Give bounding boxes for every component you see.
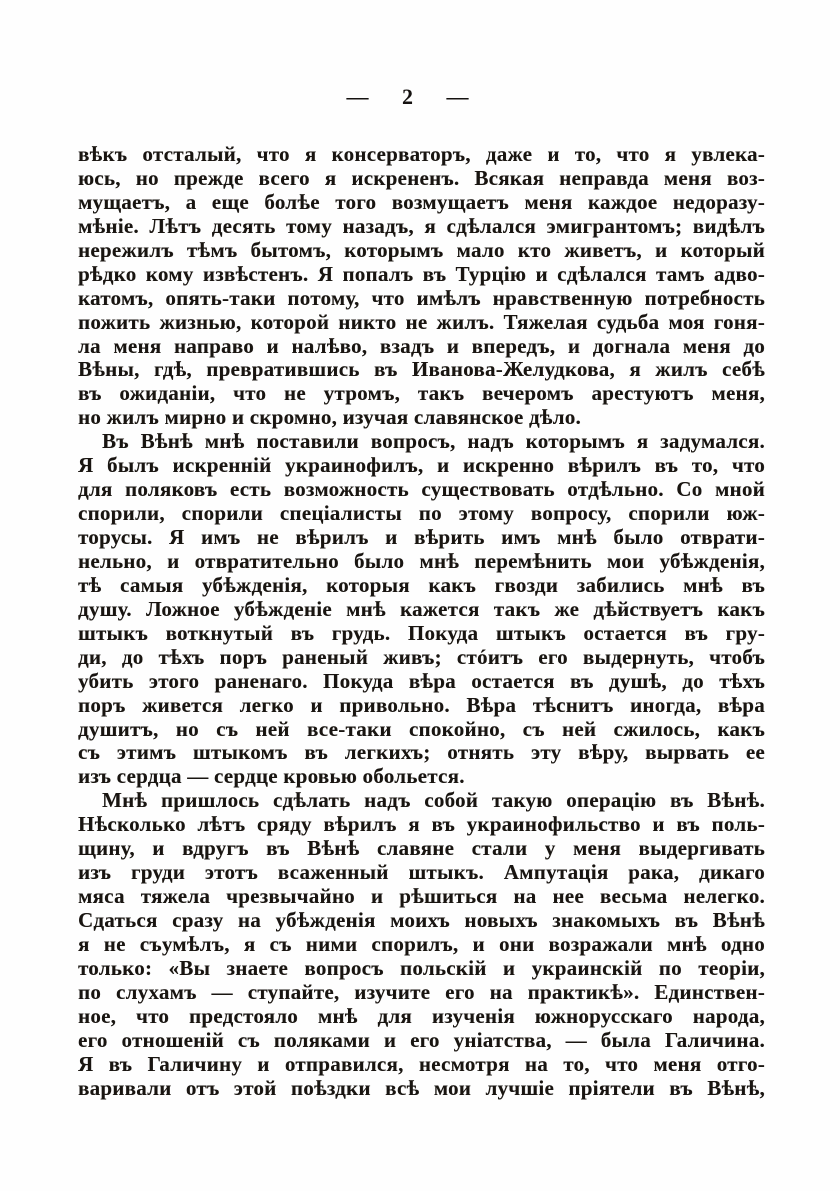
text-line: катомъ, опять-таки потому, что имѣлъ нравственную потребность	[78, 285, 765, 310]
text-line: варивали отъ этой поѣздки всѣ мои лучшіе пріятели въ Вѣнѣ,	[78, 1075, 765, 1100]
text-line: штыкъ воткнутый въ грудь. Покуда штыкъ остается въ гру-	[78, 620, 765, 645]
text-line: душитъ, но съ ней все-таки спокойно, съ ней сжилось, какъ	[78, 716, 765, 741]
text-line: ла меня направо и налѣво, взадъ и впередъ, и догнала меня до	[78, 333, 765, 358]
text-line: мущаетъ, а еще болѣе того возмущаетъ меня каждое недоразу-	[78, 189, 765, 214]
text-line: его отношеній съ поляками и его уніатства, — была Галичина.	[78, 1027, 765, 1052]
text-line: тѣ самыя убѣжденія, которыя какъ гвозди забились мнѣ въ	[78, 572, 765, 597]
text-column	[78, 143, 765, 1101]
text-line: изъ груди этотъ всаженный штыкъ. Ампутація рака, дикаго	[78, 860, 765, 885]
text-line: убить этого раненаго. Покуда вѣра остается въ душѣ, до тѣхъ	[78, 668, 765, 693]
paragraph	[78, 143, 765, 430]
paragraph	[78, 430, 765, 789]
text-line: ди, до тѣхъ поръ раненый живъ; стóитъ его выдернуть, чтобъ	[78, 644, 765, 669]
text-line: для поляковъ есть возможность существовать отдѣльно. Со мной	[78, 477, 765, 502]
text-line: но жилъ мирно и скромно, изучая славянское дѣло.	[78, 405, 581, 430]
text-line: Я былъ искренній украинофилъ, и искренно вѣрилъ въ то, что	[78, 453, 765, 478]
text-line: по слухамъ — ступайте, изучите его на практикѣ». Единствен-	[78, 979, 765, 1004]
text-line: нережилъ тѣмъ бытомъ, которымъ мало кто живетъ, и который	[78, 237, 765, 262]
text-line: изъ сердца — сердце кровью обольется.	[78, 764, 465, 789]
text-line: Вѣны, гдѣ, превратившись въ Иванова-Желудкова, я жилъ себѣ	[78, 357, 765, 382]
paragraph	[78, 789, 765, 1100]
text-line: мяса тяжела чрезвычайно и рѣшиться на нее весьма нелегко.	[78, 884, 765, 909]
text-line: Я въ Галичину и отправился, несмотря на то, что меня отго-	[78, 1051, 765, 1076]
text-line: поръ живется легко и привольно. Вѣра тѣснитъ иногда, вѣра	[78, 692, 765, 717]
text-line: въ ожиданіи, что не утромъ, такъ вечеромъ арестуютъ меня,	[78, 381, 765, 406]
text-line: съ этимъ штыкомъ въ легкихъ; отнять эту вѣру, вырвать ее	[78, 740, 765, 765]
page-number: — 2 —	[346, 84, 470, 109]
text-line: душу. Ложное убѣжденіе мнѣ кажется такъ же дѣйствуетъ какъ	[78, 596, 765, 621]
text-line: я не съумѣлъ, я съ ними спорилъ, и они возражали мнѣ одно	[78, 931, 765, 956]
text-line: только: «Вы знаете вопросъ польскій и украинскій по теоріи,	[78, 955, 765, 980]
text-line: Нѣсколько лѣтъ сряду вѣрилъ я въ украинофильство и въ поль-	[78, 812, 765, 837]
text-line: Сдаться сразу на убѣжденія моихъ новыхъ знакомыхъ въ Вѣнѣ	[78, 908, 765, 932]
text-line: Въ Вѣнѣ мнѣ поставили вопросъ, надъ которымъ я задумался.	[102, 429, 765, 454]
text-line: Мнѣ пришлось сдѣлать надъ собой такую операцію въ Вѣнѣ.	[102, 788, 765, 813]
text-line: спорили, спорили спеціалисты по этому вопросу, спорили юж-	[78, 501, 765, 526]
text-line: мѣніе. Лѣтъ десять тому назадъ, я сдѣлался эмигрантомъ; видѣлъ	[78, 213, 765, 238]
text-line: щину, и вдругъ въ Вѣнѣ славяне стали у меня выдергивать	[78, 836, 765, 861]
text-line: юсь, но прежде всего я искрененъ. Всякая неправда меня воз-	[78, 165, 765, 190]
text-line: нельно, и отвратительно было мнѣ перемѣнить мои убѣжденія,	[78, 548, 765, 573]
text-line: пожить жизнью, которой никто не жилъ. Тяжелая судьба моя гоня-	[78, 309, 765, 334]
text-line: вѣкъ отсталый, что я консерваторъ, даже и то, что я увлека-	[78, 142, 765, 166]
text-line: торусы. Я имъ не вѣрилъ и вѣрить имъ мнѣ было отврати-	[78, 525, 765, 549]
text-line: рѣдко кому извѣстенъ. Я попалъ въ Турцію и сдѣлался тамъ адво-	[78, 261, 765, 286]
text-line: ное, что предстояло мнѣ для изученія южнорусскаго народа,	[78, 1003, 765, 1028]
